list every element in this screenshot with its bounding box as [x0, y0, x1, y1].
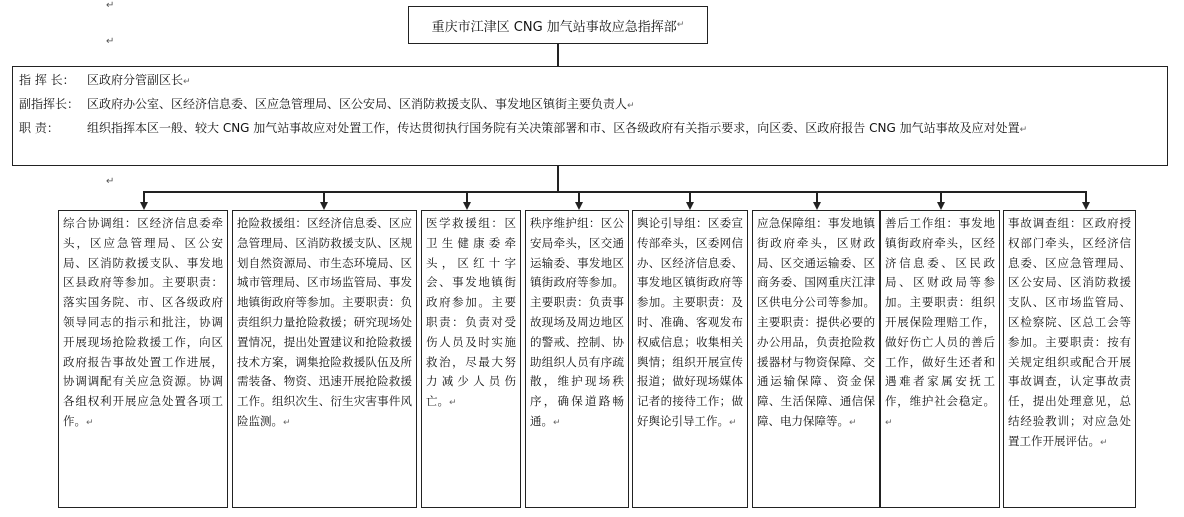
- arrow-down-icon: [140, 202, 148, 210]
- return-mark: ↵: [1100, 437, 1108, 448]
- arrow-down-icon: [463, 202, 471, 210]
- group-text: 综合协调组：区经济信息委牵头，区应急管理局、区公安局、区消防救援支队、事发地区县政府等参加。主要职责：落实国务院、市、区各级政府领导同志的指示和批注，协调开展现场抢险救援工作，向区政府报告事故处置工作进展，协调调配有关应急资源。协调各组权利开展应急处置各项工作。: [63, 216, 223, 428]
- group-text: 事故调查组：区政府授权部门牵头，区经济信息委、区应急管理局、区公安局、区消防救援支队、区市场监管局、区检察院、区总工会等参加。主要职责：按有关规定组织或配合开展事故调查，认定事故责任，提出处理意见，总结经验教训；对应急处置工作开展评估。: [1008, 216, 1131, 448]
- return-mark: ↵: [283, 417, 291, 428]
- arrow-down-icon: [937, 202, 945, 210]
- return-mark: ↵: [885, 417, 893, 428]
- return-mark: ↵: [106, 176, 115, 187]
- group-box-investigation: [1003, 210, 1136, 508]
- return-mark: ↵: [1019, 125, 1028, 135]
- duty-row: [19, 117, 1161, 141]
- group-box-medical: [421, 210, 521, 508]
- return-mark: ↵: [106, 36, 115, 47]
- return-mark: ↵: [849, 417, 857, 428]
- group-box-order: [525, 210, 629, 508]
- arrow-down-icon: [320, 202, 328, 210]
- connector-bus-line: [143, 191, 1086, 193]
- return-mark: ↵: [627, 101, 635, 111]
- arrow-down-icon: [575, 202, 583, 210]
- commander-value: 区政府分管副区长: [87, 73, 184, 87]
- vice-commander-value: 区政府办公室、区经济信息委、区应急管理局、区公安局、区消防救援支队、事发地区镇街主要负责人: [87, 97, 628, 111]
- group-box-aftermath: [880, 210, 1000, 508]
- return-mark: ↵: [553, 417, 561, 428]
- commander-label: 指 挥 长：: [19, 73, 75, 87]
- arrow-down-icon: [813, 202, 821, 210]
- group-text: 应急保障组：事发地镇街政府牵头，区财政局、区交通运输委、区商务委、国网重庆江津区供电分公司等参加。主要职责：提供必要的办公用品，负责抢险救援器材与物资保障、交通运输保障、资金保障、生活保障、通信保障、电力保障等。: [757, 216, 875, 428]
- group-box-emergency-support: [752, 210, 880, 508]
- return-mark: ↵: [86, 417, 94, 428]
- group-box-public-opinion: [632, 210, 748, 508]
- headquarters-title: 重庆市江津区 CNG 加气站事故应急指挥部: [431, 19, 677, 35]
- return-mark: ↵: [183, 77, 191, 87]
- vice-commander-row: [19, 93, 1161, 117]
- group-text: 医学救援组：区卫生健康委牵头，区红十字会、事发地镇街政府参加。主要职责：负责对受伤人员及时实施救治，尽最大努力减少人员伤亡。: [426, 216, 516, 409]
- return-mark: ↵: [676, 20, 685, 30]
- commander-row: [19, 69, 1161, 93]
- arrow-down-icon: [686, 202, 694, 210]
- return-mark: ↵: [106, 0, 115, 11]
- group-box-general-coordination: [58, 210, 228, 508]
- return-mark: ↵: [729, 417, 737, 428]
- group-text: 善后工作组：事发地镇街政府牵头，区经济信息委、区民政局、区财政局等参加。主要职责：组织开展保险理赔工作，做好伤亡人员的善后工作，做好生还者和遇难者家属安抚工作，维护社会稳定。: [885, 216, 995, 409]
- group-text: 抢险救援组：区经济信息委、区应急管理局、区消防救援支队、区规划自然资源局、市生态环境局、区城市管理局、区市场监管局、事发地镇街政府等参加。主要职责：负责组织力量抢险救援；研究现场处置情况，提出处置建议和抢险救援技术方案，调集抢险救援队伍及所需装备、物资、迅速开展抢险救援工作。组织次生、衍生灾害事件风险监测。: [237, 216, 412, 428]
- group-text: 舆论引导组：区委宣传部牵头，区委网信办、区经济信息委、事发地区镇街政府等参加。主要职责：及时、准确、客观发布权威信息；收集相关舆情；组织开展宣传报道；做好现场媒体记者的接待工作；做好舆论引导工作。: [637, 216, 743, 428]
- return-mark: ↵: [449, 398, 457, 409]
- headquarters-title-box: [408, 6, 708, 44]
- duty-label: 职 责：: [19, 121, 59, 135]
- duty-value: 组织指挥本区一般、较大 CNG 加气站事故应对处置工作，传达贯彻执行国务院有关决策部署和市、区各级政府有关指示要求，向区委、区政府报告 CNG 加气站事故及应对处置: [87, 121, 1020, 135]
- command-info-box: [12, 66, 1168, 166]
- connector-trunk-line: [557, 166, 559, 192]
- group-box-rescue: [232, 210, 417, 508]
- group-text: 秩序维护组：区公安局牵头，区交通运输委、事发地区镇街政府等参加。主要职责：负责事故现场及周边地区的警戒、控制、协助组织人员有序疏散，维护现场秩序，确保道路畅通。: [530, 216, 624, 428]
- arrow-down-icon: [1082, 202, 1090, 210]
- connector-line: [557, 44, 559, 66]
- vice-commander-label: 副指挥长：: [19, 97, 80, 111]
